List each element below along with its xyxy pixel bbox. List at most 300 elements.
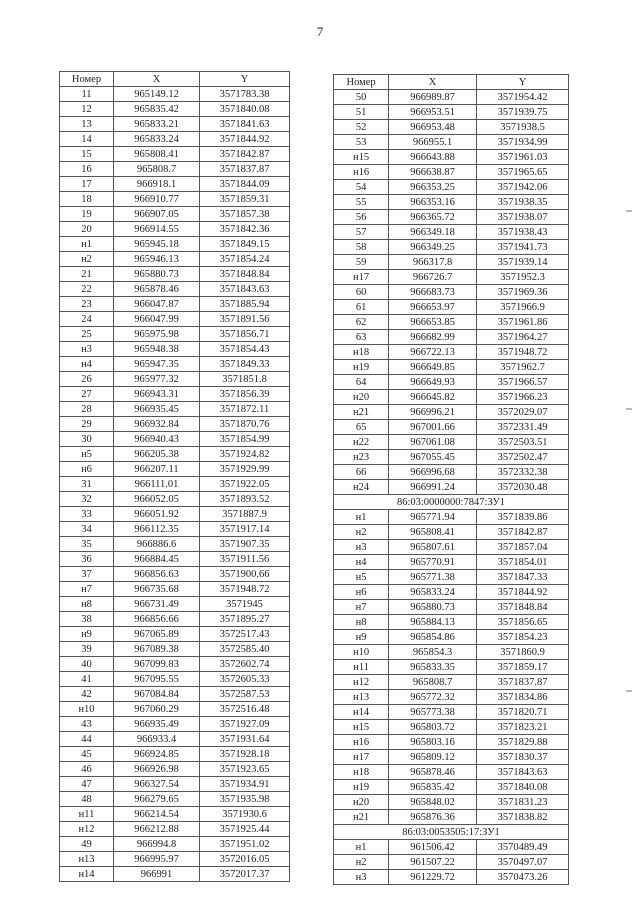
point-number: 23 bbox=[60, 297, 114, 312]
y-coordinate: 3571783.38 bbox=[200, 87, 290, 102]
point-number: 31 bbox=[60, 477, 114, 492]
y-coordinate: 3571895.27 bbox=[200, 612, 290, 627]
x-coordinate: 966047.87 bbox=[114, 297, 200, 312]
table-row bbox=[334, 240, 569, 255]
x-coordinate: 965809.12 bbox=[389, 750, 477, 765]
table-row bbox=[60, 522, 290, 537]
table-row bbox=[334, 585, 569, 600]
y-coordinate: 3571961.03 bbox=[477, 150, 569, 165]
table-row bbox=[334, 465, 569, 480]
table-row bbox=[334, 405, 569, 420]
y-coordinate: 3571854.01 bbox=[477, 555, 569, 570]
x-coordinate: 965833.24 bbox=[389, 585, 477, 600]
table-row bbox=[60, 687, 290, 702]
y-coordinate: 3571954.42 bbox=[477, 90, 569, 105]
scan-edge-mark bbox=[626, 690, 632, 692]
point-number: 50 bbox=[334, 90, 389, 105]
x-coordinate: 965880.73 bbox=[389, 600, 477, 615]
x-coordinate: 965947.35 bbox=[114, 357, 200, 372]
x-coordinate: 966932.84 bbox=[114, 417, 200, 432]
table-row bbox=[60, 777, 290, 792]
point-number: н20 bbox=[334, 795, 389, 810]
y-coordinate: 3571891.56 bbox=[200, 312, 290, 327]
y-coordinate: 3571930.6 bbox=[200, 807, 290, 822]
point-number: 27 bbox=[60, 387, 114, 402]
y-coordinate: 3571939.75 bbox=[477, 105, 569, 120]
point-number: 24 bbox=[60, 312, 114, 327]
y-coordinate: 3572331.49 bbox=[477, 420, 569, 435]
y-coordinate: 3571927.09 bbox=[200, 717, 290, 732]
y-coordinate: 3571849.15 bbox=[200, 237, 290, 252]
point-number: 47 bbox=[60, 777, 114, 792]
table-row bbox=[60, 807, 290, 822]
y-coordinate: 3571870.76 bbox=[200, 417, 290, 432]
header-y: Y bbox=[477, 75, 569, 90]
table-row bbox=[60, 192, 290, 207]
y-coordinate: 3571854.23 bbox=[477, 630, 569, 645]
x-coordinate: 967065.89 bbox=[114, 627, 200, 642]
table-row bbox=[60, 162, 290, 177]
table-row bbox=[334, 690, 569, 705]
table-row bbox=[334, 315, 569, 330]
y-coordinate: 3571831.23 bbox=[477, 795, 569, 810]
point-number: н6 bbox=[334, 585, 389, 600]
x-coordinate: 965884.13 bbox=[389, 615, 477, 630]
table-row bbox=[60, 837, 290, 852]
point-number: н15 bbox=[334, 150, 389, 165]
y-coordinate: 3571962.7 bbox=[477, 360, 569, 375]
point-number: н6 bbox=[60, 462, 114, 477]
y-coordinate: 3571829.88 bbox=[477, 735, 569, 750]
y-coordinate: 3570473.26 bbox=[477, 870, 569, 885]
x-coordinate: 965771.38 bbox=[389, 570, 477, 585]
point-number: н17 bbox=[334, 270, 389, 285]
table-row bbox=[334, 810, 569, 825]
y-coordinate: 3571842.36 bbox=[200, 222, 290, 237]
table-row bbox=[334, 375, 569, 390]
x-coordinate: 966353.16 bbox=[389, 195, 477, 210]
point-number: 33 bbox=[60, 507, 114, 522]
y-coordinate: 3571843.63 bbox=[200, 282, 290, 297]
x-coordinate: 965878.46 bbox=[389, 765, 477, 780]
table-row bbox=[334, 90, 569, 105]
y-coordinate: 3571965.65 bbox=[477, 165, 569, 180]
point-number: н2 bbox=[334, 525, 389, 540]
table-row bbox=[60, 732, 290, 747]
point-number: н4 bbox=[60, 357, 114, 372]
point-number: 45 bbox=[60, 747, 114, 762]
table-row bbox=[60, 387, 290, 402]
x-coordinate: 967060.29 bbox=[114, 702, 200, 717]
x-coordinate: 966645.82 bbox=[389, 390, 477, 405]
y-coordinate: 3571922.05 bbox=[200, 477, 290, 492]
point-number: 56 bbox=[334, 210, 389, 225]
x-coordinate: 965803.16 bbox=[389, 735, 477, 750]
y-coordinate: 3571966.57 bbox=[477, 375, 569, 390]
y-coordinate: 3572503.51 bbox=[477, 435, 569, 450]
point-number: н12 bbox=[60, 822, 114, 837]
x-coordinate: 966365.72 bbox=[389, 210, 477, 225]
point-number: 53 bbox=[334, 135, 389, 150]
y-coordinate: 3571966.23 bbox=[477, 390, 569, 405]
table-row bbox=[60, 792, 290, 807]
x-coordinate: 965808.41 bbox=[389, 525, 477, 540]
x-coordinate: 965835.42 bbox=[114, 102, 200, 117]
y-coordinate: 3571844.92 bbox=[200, 132, 290, 147]
y-coordinate: 3572585.40 bbox=[200, 642, 290, 657]
table-row bbox=[60, 537, 290, 552]
y-coordinate: 3572017.37 bbox=[200, 867, 290, 882]
x-coordinate: 966643.88 bbox=[389, 150, 477, 165]
x-coordinate: 966111.01 bbox=[114, 477, 200, 492]
x-coordinate: 965808.7 bbox=[389, 675, 477, 690]
point-number: 64 bbox=[334, 375, 389, 390]
y-coordinate: 3571934.91 bbox=[200, 777, 290, 792]
point-number: 54 bbox=[334, 180, 389, 195]
point-number: н10 bbox=[60, 702, 114, 717]
x-coordinate: 966953.48 bbox=[389, 120, 477, 135]
table-row bbox=[334, 780, 569, 795]
x-coordinate: 965772.32 bbox=[389, 690, 477, 705]
y-coordinate: 3571923.65 bbox=[200, 762, 290, 777]
table-row bbox=[334, 120, 569, 135]
x-coordinate: 966991.24 bbox=[389, 480, 477, 495]
point-number: н8 bbox=[60, 597, 114, 612]
x-coordinate: 967001.66 bbox=[389, 420, 477, 435]
x-coordinate: 966996.68 bbox=[389, 465, 477, 480]
point-number: 40 bbox=[60, 657, 114, 672]
table-row bbox=[334, 645, 569, 660]
y-coordinate: 3571848.84 bbox=[477, 600, 569, 615]
table-row bbox=[60, 642, 290, 657]
table-row bbox=[60, 357, 290, 372]
table-row bbox=[60, 402, 290, 417]
x-coordinate: 966856.66 bbox=[114, 612, 200, 627]
point-number: 22 bbox=[60, 282, 114, 297]
y-coordinate: 3571872.11 bbox=[200, 402, 290, 417]
point-number: 42 bbox=[60, 687, 114, 702]
y-coordinate: 3571951.02 bbox=[200, 837, 290, 852]
y-coordinate: 3571847.33 bbox=[477, 570, 569, 585]
y-coordinate: 3571929.99 bbox=[200, 462, 290, 477]
y-coordinate: 3571885.94 bbox=[200, 297, 290, 312]
header-number: Номер bbox=[60, 72, 114, 87]
point-number: 52 bbox=[334, 120, 389, 135]
point-number: 18 bbox=[60, 192, 114, 207]
point-number: н22 bbox=[334, 435, 389, 450]
table-row bbox=[334, 330, 569, 345]
y-coordinate: 3572602.74 bbox=[200, 657, 290, 672]
point-number: н2 bbox=[60, 252, 114, 267]
point-number: 35 bbox=[60, 537, 114, 552]
table-row bbox=[60, 252, 290, 267]
y-coordinate: 3571931.64 bbox=[200, 732, 290, 747]
y-coordinate: 3571842.87 bbox=[200, 147, 290, 162]
y-coordinate: 3571854.99 bbox=[200, 432, 290, 447]
x-coordinate: 966884.45 bbox=[114, 552, 200, 567]
scan-edge-mark bbox=[626, 210, 632, 212]
point-number: 66 bbox=[334, 465, 389, 480]
y-coordinate: 3571938.43 bbox=[477, 225, 569, 240]
point-number: 59 bbox=[334, 255, 389, 270]
table-row bbox=[334, 195, 569, 210]
x-coordinate: 966212.88 bbox=[114, 822, 200, 837]
point-number: 46 bbox=[60, 762, 114, 777]
point-number: 61 bbox=[334, 300, 389, 315]
header-number: Номер bbox=[334, 75, 389, 90]
y-coordinate: 3571942.06 bbox=[477, 180, 569, 195]
x-coordinate: 966924.85 bbox=[114, 747, 200, 762]
x-coordinate: 966205.38 bbox=[114, 447, 200, 462]
table-row bbox=[334, 870, 569, 885]
point-number: 26 bbox=[60, 372, 114, 387]
x-coordinate: 961229.72 bbox=[389, 870, 477, 885]
y-coordinate: 3571848.84 bbox=[200, 267, 290, 282]
point-number: н19 bbox=[334, 360, 389, 375]
point-number: 25 bbox=[60, 327, 114, 342]
x-coordinate: 961506.42 bbox=[389, 840, 477, 855]
x-coordinate: 966856.63 bbox=[114, 567, 200, 582]
y-coordinate: 3571900.66 bbox=[200, 567, 290, 582]
point-number: 41 bbox=[60, 672, 114, 687]
x-coordinate: 966653.97 bbox=[389, 300, 477, 315]
point-number: н16 bbox=[334, 735, 389, 750]
y-coordinate: 3571837.87 bbox=[200, 162, 290, 177]
y-coordinate: 3571938.07 bbox=[477, 210, 569, 225]
x-coordinate: 966996.21 bbox=[389, 405, 477, 420]
x-coordinate: 966926.98 bbox=[114, 762, 200, 777]
table-row bbox=[60, 297, 290, 312]
header-x: X bbox=[389, 75, 477, 90]
y-coordinate: 3571857.38 bbox=[200, 207, 290, 222]
table-row bbox=[60, 657, 290, 672]
y-coordinate: 3571830.37 bbox=[477, 750, 569, 765]
table-row bbox=[60, 267, 290, 282]
y-coordinate: 3571854.43 bbox=[200, 342, 290, 357]
table-row bbox=[60, 432, 290, 447]
x-coordinate: 967084.84 bbox=[114, 687, 200, 702]
x-coordinate: 966726.7 bbox=[389, 270, 477, 285]
x-coordinate: 965833.35 bbox=[389, 660, 477, 675]
x-coordinate: 966989.87 bbox=[389, 90, 477, 105]
table-header-row bbox=[60, 72, 290, 87]
table-row bbox=[334, 705, 569, 720]
point-number: 49 bbox=[60, 837, 114, 852]
x-coordinate: 966214.54 bbox=[114, 807, 200, 822]
table-row bbox=[334, 735, 569, 750]
table-row bbox=[60, 492, 290, 507]
table-row bbox=[334, 225, 569, 240]
x-coordinate: 965946.13 bbox=[114, 252, 200, 267]
table-row bbox=[60, 372, 290, 387]
point-number: н14 bbox=[60, 867, 114, 882]
y-coordinate: 3572502.47 bbox=[477, 450, 569, 465]
point-number: 30 bbox=[60, 432, 114, 447]
scan-edge-mark bbox=[626, 408, 632, 410]
table-row bbox=[334, 435, 569, 450]
table-row bbox=[334, 795, 569, 810]
x-coordinate: 965771.94 bbox=[389, 510, 477, 525]
table-row bbox=[334, 660, 569, 675]
table-row bbox=[334, 675, 569, 690]
table-row bbox=[60, 87, 290, 102]
table-row bbox=[334, 555, 569, 570]
x-coordinate: 966327.54 bbox=[114, 777, 200, 792]
table-row bbox=[334, 180, 569, 195]
x-coordinate: 966991 bbox=[114, 867, 200, 882]
x-coordinate: 965808.41 bbox=[114, 147, 200, 162]
point-number: н11 bbox=[60, 807, 114, 822]
table-row bbox=[60, 702, 290, 717]
section-row bbox=[334, 495, 569, 510]
y-coordinate: 3571844.09 bbox=[200, 177, 290, 192]
coordinates-table-right bbox=[333, 74, 569, 885]
table-row bbox=[60, 132, 290, 147]
table-row bbox=[334, 165, 569, 180]
x-coordinate: 965807.61 bbox=[389, 540, 477, 555]
table-row bbox=[60, 462, 290, 477]
point-number: н1 bbox=[334, 840, 389, 855]
y-coordinate: 3571935.98 bbox=[200, 792, 290, 807]
x-coordinate: 966955.1 bbox=[389, 135, 477, 150]
table-row bbox=[334, 105, 569, 120]
x-coordinate: 966052.05 bbox=[114, 492, 200, 507]
table-row bbox=[60, 822, 290, 837]
y-coordinate: 3571938.35 bbox=[477, 195, 569, 210]
point-number: 20 bbox=[60, 222, 114, 237]
table-row bbox=[334, 360, 569, 375]
y-coordinate: 3571925.44 bbox=[200, 822, 290, 837]
point-number: н5 bbox=[334, 570, 389, 585]
x-coordinate: 966918.1 bbox=[114, 177, 200, 192]
y-coordinate: 3571969.36 bbox=[477, 285, 569, 300]
point-number: н18 bbox=[334, 765, 389, 780]
point-number: н5 bbox=[60, 447, 114, 462]
table-row bbox=[60, 342, 290, 357]
x-coordinate: 966649.93 bbox=[389, 375, 477, 390]
table-row bbox=[60, 612, 290, 627]
y-coordinate: 3571966.9 bbox=[477, 300, 569, 315]
table-row bbox=[60, 282, 290, 297]
x-coordinate: 967089.38 bbox=[114, 642, 200, 657]
x-coordinate: 965833.24 bbox=[114, 132, 200, 147]
point-number: н11 bbox=[334, 660, 389, 675]
y-coordinate: 3572516.48 bbox=[200, 702, 290, 717]
point-number: 14 bbox=[60, 132, 114, 147]
point-number: н20 bbox=[334, 390, 389, 405]
y-coordinate: 3572605.33 bbox=[200, 672, 290, 687]
y-coordinate: 3571843.63 bbox=[477, 765, 569, 780]
table-row bbox=[334, 135, 569, 150]
point-number: 36 bbox=[60, 552, 114, 567]
x-coordinate: 966886.6 bbox=[114, 537, 200, 552]
y-coordinate: 3572029.07 bbox=[477, 405, 569, 420]
table-row bbox=[60, 177, 290, 192]
y-coordinate: 3571856.71 bbox=[200, 327, 290, 342]
x-coordinate: 965945.18 bbox=[114, 237, 200, 252]
point-number: н4 bbox=[334, 555, 389, 570]
table-row bbox=[334, 150, 569, 165]
point-number: 21 bbox=[60, 267, 114, 282]
x-coordinate: 967061.08 bbox=[389, 435, 477, 450]
x-coordinate: 966910.77 bbox=[114, 192, 200, 207]
y-coordinate: 3572016.05 bbox=[200, 852, 290, 867]
x-coordinate: 966349.25 bbox=[389, 240, 477, 255]
point-number: н8 bbox=[334, 615, 389, 630]
header-x: X bbox=[114, 72, 200, 87]
table-row bbox=[60, 447, 290, 462]
point-number: н13 bbox=[60, 852, 114, 867]
point-number: 51 bbox=[334, 105, 389, 120]
table-row bbox=[60, 762, 290, 777]
x-coordinate: 965803.72 bbox=[389, 720, 477, 735]
point-number: н19 bbox=[334, 780, 389, 795]
point-number: 13 bbox=[60, 117, 114, 132]
x-coordinate: 965876.36 bbox=[389, 810, 477, 825]
point-number: н23 bbox=[334, 450, 389, 465]
x-coordinate: 966682.99 bbox=[389, 330, 477, 345]
point-number: н21 bbox=[334, 810, 389, 825]
x-coordinate: 965835.42 bbox=[389, 780, 477, 795]
x-coordinate: 966317.8 bbox=[389, 255, 477, 270]
table-row bbox=[60, 627, 290, 642]
y-coordinate: 3571893.52 bbox=[200, 492, 290, 507]
table-body-left bbox=[60, 87, 290, 882]
y-coordinate: 3572332.38 bbox=[477, 465, 569, 480]
point-number: н12 bbox=[334, 675, 389, 690]
point-number: н21 bbox=[334, 405, 389, 420]
y-coordinate: 3571856.39 bbox=[200, 387, 290, 402]
y-coordinate: 3571939.14 bbox=[477, 255, 569, 270]
y-coordinate: 3570489.49 bbox=[477, 840, 569, 855]
x-coordinate: 966943.31 bbox=[114, 387, 200, 402]
table-row bbox=[334, 255, 569, 270]
table-row bbox=[334, 630, 569, 645]
x-coordinate: 965977.32 bbox=[114, 372, 200, 387]
x-coordinate: 966279.65 bbox=[114, 792, 200, 807]
x-coordinate: 966935.45 bbox=[114, 402, 200, 417]
x-coordinate: 967095.55 bbox=[114, 672, 200, 687]
table-row bbox=[334, 615, 569, 630]
point-number: 19 bbox=[60, 207, 114, 222]
table-body-right bbox=[334, 90, 569, 885]
table-row bbox=[334, 390, 569, 405]
y-coordinate: 3571952.3 bbox=[477, 270, 569, 285]
y-coordinate: 3571945 bbox=[200, 597, 290, 612]
table-row bbox=[334, 450, 569, 465]
point-number: н9 bbox=[60, 627, 114, 642]
y-coordinate: 3571834.86 bbox=[477, 690, 569, 705]
x-coordinate: 966353.25 bbox=[389, 180, 477, 195]
y-coordinate: 3570497.07 bbox=[477, 855, 569, 870]
table-row bbox=[334, 840, 569, 855]
point-number: н15 bbox=[334, 720, 389, 735]
point-number: 11 bbox=[60, 87, 114, 102]
x-coordinate: 965854.3 bbox=[389, 645, 477, 660]
y-coordinate: 3571854.24 bbox=[200, 252, 290, 267]
section-title: 86:03:0000000:7847:ЗУ1 bbox=[334, 495, 569, 510]
x-coordinate: 966914.55 bbox=[114, 222, 200, 237]
point-number: н9 bbox=[334, 630, 389, 645]
x-coordinate: 966051.92 bbox=[114, 507, 200, 522]
y-coordinate: 3571941.73 bbox=[477, 240, 569, 255]
coordinates-table-left bbox=[59, 71, 290, 882]
table-row bbox=[60, 717, 290, 732]
point-number: 60 bbox=[334, 285, 389, 300]
point-number: н13 bbox=[334, 690, 389, 705]
table-row bbox=[60, 507, 290, 522]
y-coordinate: 3571820.71 bbox=[477, 705, 569, 720]
